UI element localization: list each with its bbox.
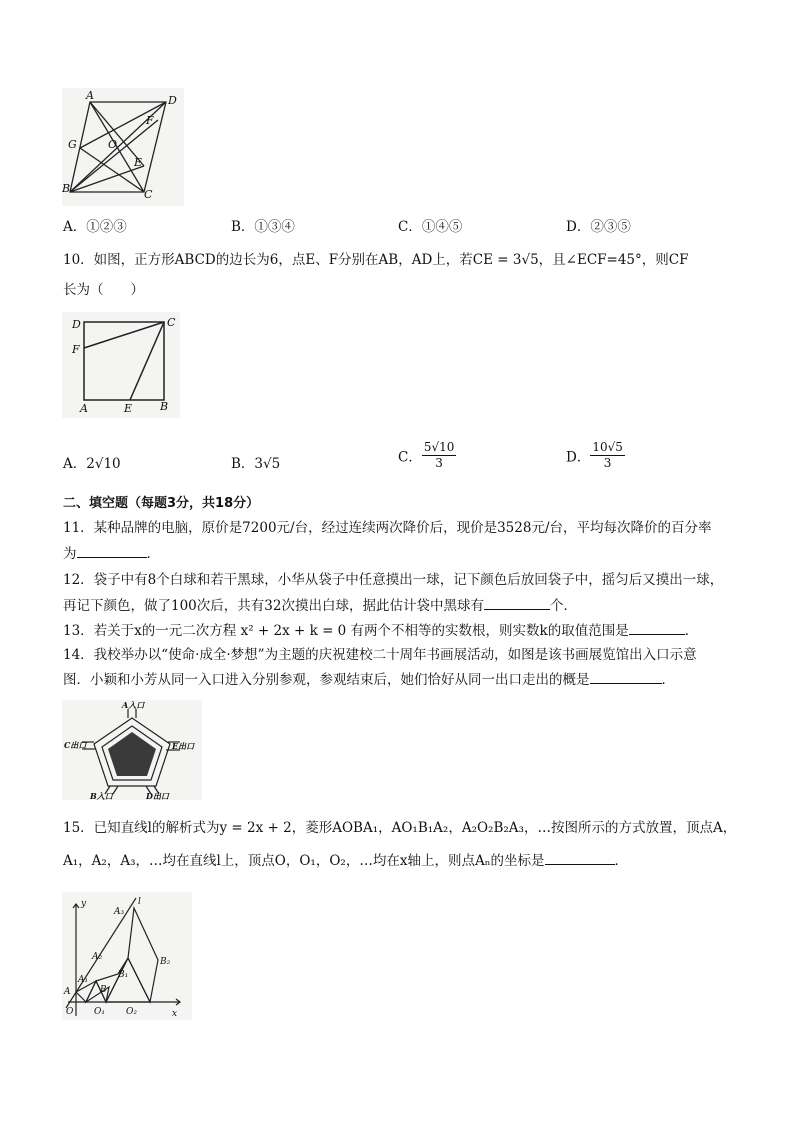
q10-figure	[62, 312, 180, 418]
q10-option-c-fraction	[422, 440, 457, 471]
q15-label-l: l	[138, 897, 141, 907]
q12-stem-line2-end: 个．	[549, 598, 577, 614]
q10-option-b[interactable]	[231, 452, 280, 472]
q10-option-d-denominator: 3	[603, 456, 612, 470]
q14-figure	[62, 700, 202, 800]
q10-stem-line2: 长为（ ）	[63, 282, 144, 298]
q14-label-a-entrance: A入口	[122, 700, 145, 710]
q12-stem-line1: 12．袋子中有8个白球和若干黑球，小华从袋子中任意摸出一球，记下颜色后放回袋子中，摇匀后又摸出一球，	[63, 572, 724, 588]
q15-label-a3: A₃	[114, 907, 125, 917]
q9-option-c[interactable]: C．①④⑤	[398, 219, 463, 235]
q15-label-o2: O₂	[126, 1007, 137, 1017]
q15-label-o1: O₁	[94, 1007, 105, 1017]
q10-option-d-prefix: D．	[566, 449, 591, 466]
section-title-fill-in: 二、填空题（每题3分，共18分）	[63, 496, 260, 511]
q10-option-d[interactable]	[566, 440, 625, 471]
q15-label-b: B	[100, 985, 107, 995]
q11-stem-line1: 11．某种品牌的电脑，原价是7200元/台，经过连续两次降价后，现价是3528元/台，平均每次降价的百分率	[63, 520, 712, 536]
q9-label-f: F	[146, 114, 154, 127]
q14-label-d-exit: D出口	[146, 791, 169, 800]
q10-option-a[interactable]	[63, 452, 121, 472]
q14-label-c-exit: C出口	[64, 740, 87, 750]
q15-label-y: y	[81, 899, 87, 909]
q15-stem-line2	[63, 850, 628, 871]
q10-option-a-value: 2√10	[86, 456, 121, 472]
q13-stem-end: ．	[684, 623, 699, 639]
q9-label-b: B	[62, 182, 71, 195]
q15-label-b2: B₂	[160, 957, 171, 967]
q14-label-e-exit: E出口	[172, 741, 195, 751]
q13-stem	[63, 620, 698, 641]
q15-label-a1: A₁	[78, 975, 89, 985]
q9-option-a[interactable]: A．①②③	[63, 219, 127, 235]
q10-option-c-numerator: 5√10	[423, 440, 455, 454]
q10-label-b: B	[160, 400, 169, 413]
q10-option-b-prefix: B．	[231, 456, 255, 472]
q15-label-b1: B₁	[118, 970, 129, 980]
q9-label-a: A	[86, 89, 94, 102]
q10-option-b-value: 3√5	[254, 456, 281, 472]
q10-option-c-denominator: 3	[435, 456, 443, 470]
q10-stem-line1: 10．如图，正方形ABCD的边长为6，点E、F分别在AB，AD上，若CE = 3√5，且∠ECF=45°，则CF	[63, 252, 689, 268]
q9-label-e: E	[134, 156, 143, 169]
q15-label-x: x	[172, 1009, 178, 1019]
q15-figure	[62, 892, 192, 1020]
q13-answer-blank[interactable]	[629, 620, 685, 635]
q15-label-a: A	[64, 987, 71, 997]
q15-label-o: O	[66, 1007, 74, 1017]
q11-stem-line2-end: ．	[146, 546, 160, 562]
q14-answer-blank[interactable]	[590, 669, 662, 684]
q15-stem-line1: 15．已知直线l的解析式为y = 2x + 2，菱形AOBA₁，AO₁B₁A₂，A₂O₂B₂A₃，…按图所示的方式放置，顶点A，	[63, 820, 737, 836]
q10-label-c: C	[167, 316, 176, 329]
q11-stem-line2-text: 为	[63, 546, 77, 562]
q10-label-d: D	[72, 318, 81, 331]
q13-stem-text: 13．若关于x的一元二次方程 x² + 2x + k = 0 有两个不相等的实数根，则实数k的取值范围是	[63, 623, 629, 639]
q10-option-a-prefix: A．	[63, 456, 87, 472]
q10-option-c-prefix: C．	[398, 449, 422, 466]
q9-label-d: D	[168, 94, 177, 107]
q14-stem-line2	[63, 669, 675, 690]
q14-stem-line2-text: 图．小颖和小芳从同一入口进入分别参观，参观结束后，她们恰好从同一出口走出的概是	[63, 672, 590, 688]
q14-label-b-entrance: B入口	[90, 791, 113, 800]
q9-label-c: C	[144, 188, 153, 201]
q15-stem-line2-text: A₁，A₂，A₃，…均在直线l上，顶点O，O₁，O₂，…均在x轴上，则点Aₙ的坐标是	[63, 853, 545, 869]
q14-stem-line1: 14．我校举办以“使命·成全·梦想”为主题的庆祝建校二十周年书画展活动，如图是该书画展览馆出入口示意	[63, 647, 697, 663]
q10-option-c[interactable]	[398, 440, 456, 471]
q12-stem-line2	[63, 595, 577, 616]
q9-label-o: O	[108, 138, 118, 151]
q14-stem-line2-end: ．	[661, 672, 675, 688]
q10-label-e: E	[124, 402, 133, 415]
q11-stem-line2	[63, 543, 160, 564]
q9-option-d[interactable]: D．②③⑤	[566, 219, 631, 235]
q10-label-f: F	[72, 343, 80, 356]
q12-stem-line2-text: 再记下颜色，做了100次后，共有32次摸出白球，据此估计袋中黑球有	[63, 598, 484, 614]
q15-label-a2: A₂	[92, 952, 103, 962]
q10-option-d-numerator: 10√5	[592, 440, 623, 454]
q10-option-d-fraction	[590, 440, 625, 471]
q9-figure	[62, 88, 184, 206]
q12-answer-blank[interactable]	[484, 595, 550, 610]
q9-label-g: G	[68, 138, 77, 151]
q15-stem-line2-end: ．	[614, 853, 629, 869]
q9-option-b[interactable]: B．①③④	[231, 219, 295, 235]
q11-answer-blank[interactable]	[77, 543, 147, 558]
q15-answer-blank[interactable]	[545, 850, 615, 865]
q10-label-a: A	[80, 402, 88, 415]
